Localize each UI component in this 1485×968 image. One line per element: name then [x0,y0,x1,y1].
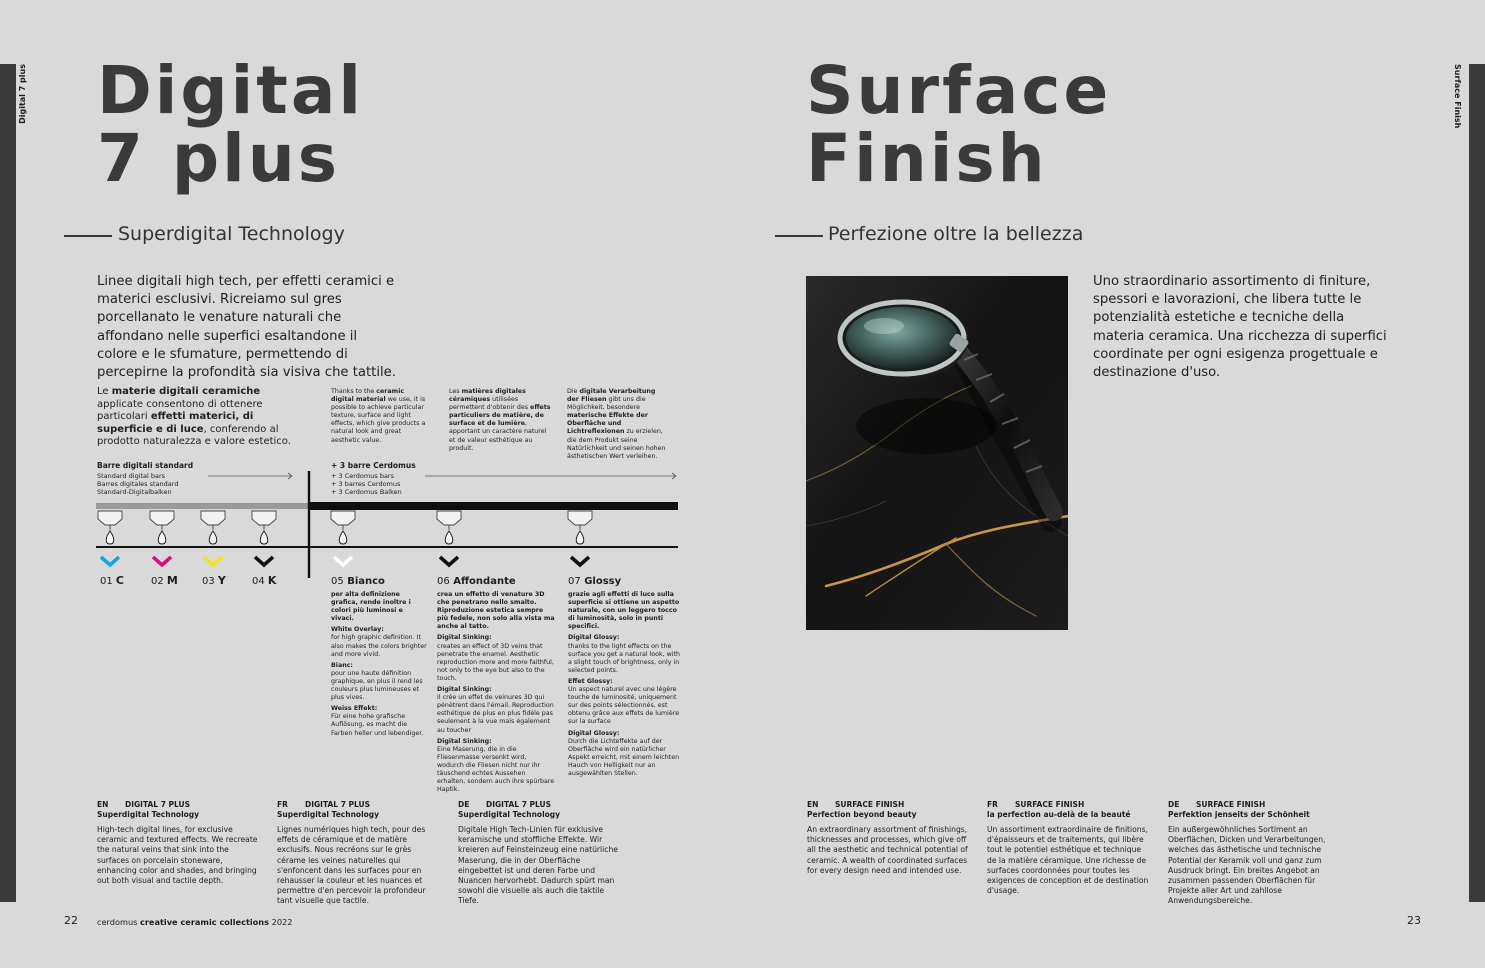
left-bottom-fr [277,800,442,907]
effect-it-text: crea un effetto di venature 3D che penetrano nello smalto. Riproduzione estetica sempre più fedele, non solo alla vista ma anche al tatto. [437,591,555,631]
left-page-title: Digital 7 plus [97,52,364,197]
arrow-plus [425,473,676,479]
standard-bars-sub: Standard digital bars Barres digitales standard Standard-Digitalbalken [97,472,179,496]
chevron-icon-5 [334,557,352,565]
effect-translation: Effet Glossy: Un aspect naturel avec une légère touche de luminosité, uniquement sur des points sélectionnés, est obtenu grâce aux effets de lumière sur la surface [568,677,680,726]
right-bottom-fr [987,800,1152,896]
print-head-2 [150,511,174,544]
channel-c-label: 01 C [100,574,124,587]
print-head-6 [437,511,461,544]
plus-bars-sub: + 3 Cerdomus bars + 3 barres Cerdomus + 3 Cerdomus Balken [331,472,402,496]
print-head-3 [201,511,225,544]
column-heading: FR SURFACE FINISH [987,800,1085,809]
column-subheading: Perfektion jenseits der Schönheit [1168,810,1310,819]
channel-m-label: 02 M [151,574,178,587]
column-body: Un assortiment extraordinaire de finitions, d'épaisseurs et de traitements, qui libère tout le potentiel esthétique et technique de la matière céramique. Une richesse de surfaces coordonnées pour toutes les exigences de conception et de destination d'usage. [987,825,1149,896]
magnifying-glass-photo [806,276,1068,630]
chevron-icon-2 [153,557,171,565]
column-body: An extraordinary assortment of finishings, thicknesses and processes, which give off all the aesthetic and technical potential of ceramic. A wealth of coordinated surfaces for every design need and intended use. [807,825,968,875]
right-page-title: Surface Finish [806,52,1112,197]
effect-it-text: grazie agli effetti di luce sulla superficie si ottiene un aspetto naturale, con un leggero tocco di luminosità, solo in punti specifici. [568,591,680,631]
right-bottom-de [1168,800,1333,907]
column-body: Lignes numériques high tech, pour des effets de céramique et de matière exclusifs. Nous recréons sur le grès cérame les veines naturelles qui s'enfoncent dans les surfaces pour en rehausser la couleur et les nuances et permettre d'en percevoir la profondeur tant visuelle que tactile. [277,825,426,906]
effect-translation: Digital Sinking: Eine Maserung, die in die Fliesenmasse versenkt wird, wodurch die Fliesen nicht nur ihr täuschend echtes Aussehen erhalten, sondern auch ihre spürbare Haptik. [437,737,555,794]
print-bar-diagram [90,468,690,578]
cerdomus-bar [308,502,678,510]
footer-brand: cerdomus creative ceramic collections 2022 [97,917,293,927]
column-heading: DE DIGITAL 7 PLUS [458,800,552,809]
effect-title: 06 Affondante [437,576,516,587]
column-heading: EN SURFACE FINISH [807,800,905,809]
plus-bars-title: + 3 barre Cerdomus [331,461,416,470]
subtitle-rule [64,235,112,237]
left-bottom-de [458,800,623,907]
left-lead-paragraph: Linee digitali high tech, per effetti ceramici e materici esclusivi. Ricreiamo sul gres porcellanato le venature naturali che affondano nelle superfici esaltandone il colore e le sfumature, permettendo di percepirne la profondità sia visiva che tattile. [97,274,396,381]
effect-affondante [437,576,555,794]
subtitle-rule-right [775,235,823,237]
effect-translation: White Overlay: for high graphic definition. It also makes the colors brighter and more vivid. [331,626,427,658]
print-head-7 [568,511,592,544]
right-page-number: 23 [1407,914,1421,927]
column-body: Ein außergewöhnliches Sortiment an Oberflächen, Dicken und Verarbeitungen, welches das ästhetische und technische Potential der Keramik voll und ganz zum Ausdruck bringt. Ein breites Angebot an zusammen passenden Oberflächen für Projekte aller Art und zahllose Anwendungsbereiche. [1168,825,1326,906]
chevron-icon-1 [101,557,119,565]
effect-translation: Weiss Effekt: Für eine hohe grafische Auflösung, es macht die Farben heller und lebendiger. [331,705,424,737]
intro-english: Thanks to the ceramic digital material we use, it is possible to achieve particular texture, surface and light effects, which give products a natural look and great aesthetic value. [331,388,426,444]
effect-translation: Digital Sinking: Il crée un effet de veinures 3D qui pénètrent dans l'émail. Reproduction esthétique de plus en plus fidèle pas seulement à la vue mais également au toucher [437,686,554,734]
column-heading: EN DIGITAL 7 PLUS [97,800,191,809]
effect-translation: Digital Glossy: thanks to the light effects on the surface you get a natural look, with a slight touch of brightness, only in selected points. [568,634,681,674]
effect-translation: Bianc: pour une haute définition graphique, en plus il rend les couleurs plus lumineuses et plus vives. [331,661,423,702]
right-edge-bar [1469,64,1485,902]
print-head-5 [331,511,355,544]
right-side-label: Surface Finish [1453,64,1462,129]
standard-bars-title: Barre digitali standard [97,461,194,470]
right-subtitle: Perfezione oltre la bellezza [828,223,1084,245]
effect-translation: Digital Sinking: creates an effect of 3D veins that penetrate the enamel. Aesthetic reproduction more and more faithful, not only to the eye but also to the touch. [437,634,554,682]
column-body: High-tech digital lines, for exclusive ceramic and textured effects. We recreate the natural veins that sink into the surfaces on porcelain stoneware, enhancing color and shades, and bringing out both visual and tactile depth. [97,825,258,886]
intro-german: Die digitale Verarbeitung der Fliesen gibt uns die Möglichkeit, besondere materische Effekte der Oberfläche und Lichtreflexionen zu erzielen, die dem Produkt seine Natürlichkeit und seinen hohen ästhetischen Wert verleihen. [567,388,666,460]
print-head-4 [252,511,276,544]
column-body: Digitale High Tech-Linien für exklusive keramische und stoffliche Effekte. Wir kreieren auf Feinsteinzeug eine natürliche Maserung, die in der Oberfläche eingebettet ist und deren Farbe und Nuancen hervorhebt. Dadurch spürt man sowohl die visuelle als auch die taktile Tiefe. [458,825,618,906]
standard-bar [96,503,308,509]
effect-it-text: per alta definizione grafica, rende inoltre i colori più luminosi e vivaci. [331,591,411,623]
column-heading: FR DIGITAL 7 PLUS [277,800,371,809]
left-edge-bar [0,64,16,902]
chevron-icon-4 [255,557,273,565]
intro-italian: Le materie digitali ceramiche applicate consentono di ottenere particolari effetti materici, di superficie e di luce, conferendo al prodotto naturalezza e valore estetico. [97,386,291,448]
column-subheading: la perfection au-delà de la beauté [987,810,1131,819]
column-subheading: Superdigital Technology [458,810,561,819]
left-side-label: Digital 7 plus [18,64,27,124]
column-subheading: Superdigital Technology [277,810,380,819]
effect-translation: Digital Glossy: Durch die Lichteffekte auf der Oberfläche wird ein natürlicher Aspekt erreicht, mit einem leichten Hauch von Helligkeit nur an ausgewählten Stellen. [568,729,680,777]
left-page-number: 22 [64,914,78,927]
column-subheading: Perfection beyond beauty [807,810,917,819]
right-lead-paragraph: Uno straordinario assortimento di finiture, spessori e lavorazioni, che libera tutte le potenzialità estetiche e tecniche della materia ceramica. Una ricchezza di superfici coordinate per ogni esigenza progettuale e destinazione d'uso. [1093,274,1387,381]
column-heading: DE SURFACE FINISH [1168,800,1266,809]
chevron-icon-3 [204,557,222,565]
effect-glossy [568,576,682,778]
effect-bianco [331,576,427,738]
right-bottom-en [807,800,972,876]
channel-y-label: 03 Y [202,574,226,587]
arrow-standard [208,473,292,479]
channel-k-label: 04 K [252,574,277,587]
column-subheading: Superdigital Technology [97,810,200,819]
effect-title: 05 Bianco [331,576,385,587]
intro-french: Les matières digitales céramiques utilisées permettent d'obtenir des effets particuliers de matière, de surface et de lumière, apportant un caractère naturel et de valeur esthétique au produit. [449,388,551,452]
left-subtitle: Superdigital Technology [118,223,345,245]
chevron-icon-7 [571,557,589,565]
chevron-icon-6 [440,557,458,565]
left-bottom-en [97,800,262,886]
print-head-1 [98,511,122,544]
effect-title: 07 Glossy [568,576,622,587]
